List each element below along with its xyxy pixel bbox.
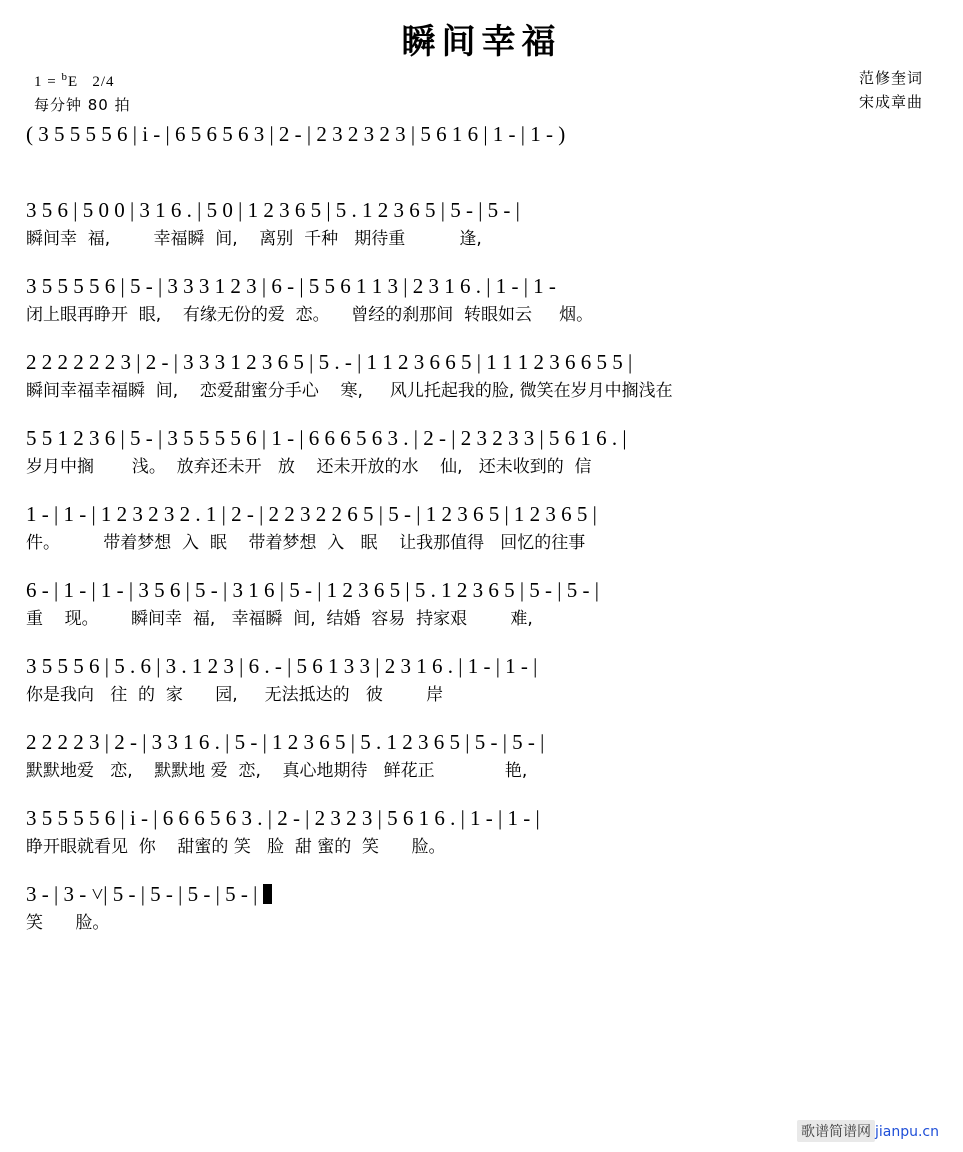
notation-line: 3 - | 3 - ˅| 5 - | 5 - | 5 - | 5 - | [26, 881, 937, 911]
music-system [22, 881, 941, 937]
music-system [22, 577, 941, 633]
music-system [22, 121, 941, 177]
watermark-label: 歌谱简谱网 [797, 1120, 875, 1142]
notation-line: 3 5 5 5 5 6 | 5 - | 3 3 3 1 2 3 | 6 - | 5 5 6 1 1 3 | 2 3 1 6 . | 1 - | 1 - [26, 274, 556, 299]
score-metadata [22, 67, 941, 121]
tempo-marking: 每分钟 80 拍 [34, 96, 131, 115]
music-systems [22, 121, 941, 957]
lyrics-line: 瞬间幸 福, 幸福瞬 间, 离别 千种 期待重 逢, [26, 229, 482, 250]
lyrics-line: 你是我向 往 的 家 园, 无法抵达的 彼 岸 [26, 685, 444, 706]
final-barline [263, 884, 272, 904]
music-system [22, 197, 941, 253]
music-system [22, 349, 941, 405]
lyrics-line: 睁开眼就看见 你 甜蜜的 笑 脸 甜 蜜的 笑 脸。 [26, 837, 446, 858]
notation-line: 2 2 2 2 3 | 2 - | 3 3 1 6 . | 5 - | 1 2 3 6 5 | 5 . 1 2 3 6 5 | 5 - | 5 - | [26, 730, 545, 755]
notation-line: ( 3 5 5 5 5 6 | i - | 6 5 6 5 6 3 | 2 - | 2 3 2 3 2 3 | 5 6 1 6 | 1 - | 1 - ) [26, 122, 566, 147]
notation-line: 5 5 1 2 3 6 | 5 - | 3 5 5 5 5 6 | 1 - | 6 6 6 5 6 3 . | 2 - | 2 3 2 3 3 | 5 6 1 6 . | [26, 426, 627, 451]
lyrics-line: 重 现。 瞬间幸 福, 幸福瞬 间, 结婚 容易 持家艰 难, [26, 609, 533, 630]
notation-line: 2 2 2 2 2 2 3 | 2 - | 3 3 3 1 2 3 6 5 | 5 . - | 1 1 2 3 6 6 5 | 1 1 1 2 3 6 6 5 5 | [26, 350, 633, 375]
system-spacer [22, 713, 941, 729]
music-system [22, 273, 941, 329]
system-spacer [22, 181, 941, 197]
notation-line: 3 5 5 5 5 6 | i - | 6 6 6 5 6 3 . | 2 - | 2 3 2 3 | 5 6 1 6 . | 1 - | 1 - | [26, 806, 540, 831]
flat-symbol: b [61, 71, 68, 84]
system-spacer [22, 409, 941, 425]
watermark [797, 1120, 939, 1142]
lyrics-line: 笑 脸。 [26, 913, 110, 934]
key-and-time-signature [34, 71, 115, 91]
music-system [22, 805, 941, 861]
notation-line: 3 5 6 | 5 0 0 | 3 1 6 . | 5 0 | 1 2 3 6 5 | 5 . 1 2 3 6 5 | 5 - | 5 - | [26, 198, 520, 223]
lyricist-credit: 范修奎词 [858, 69, 923, 88]
system-spacer [22, 561, 941, 577]
page-title: 瞬间幸福 [401, 22, 562, 62]
music-system [22, 501, 941, 557]
music-system [22, 653, 941, 709]
system-spacer [22, 637, 941, 653]
system-spacer [22, 257, 941, 273]
system-spacer [22, 333, 941, 349]
system-spacer [22, 789, 941, 805]
credits [859, 67, 923, 114]
key-prefix: 1 = [34, 74, 62, 91]
music-system [22, 729, 941, 785]
lyrics-line: 瞬间幸福幸福瞬 间, 恋爱甜蜜分手心 寒, 风儿托起我的脸, 微笑在岁月中搁浅在 [26, 381, 673, 402]
notation-line: 3 5 5 5 6 | 5 . 6 | 3 . 1 2 3 | 6 . - | 5 6 1 3 3 | 2 3 1 6 . | 1 - | 1 - | [26, 654, 538, 679]
composer-credit: 宋成章曲 [858, 92, 923, 111]
system-spacer [22, 485, 941, 501]
system-spacer [22, 941, 941, 957]
lyrics-line [26, 151, 937, 177]
time-signature: 2/4 [92, 74, 115, 91]
lyrics-line: 闭上眼再睁开 眼, 有缘无份的爱 恋。 曾经的刹那间 转眼如云 烟。 [26, 305, 594, 326]
lyrics-line: 岁月中搁 浅。 放弃还未开 放 还未开放的水 仙, 还未收到的 信 [26, 457, 592, 478]
watermark-site: jianpu.cn [874, 1124, 939, 1140]
key-letter: E [67, 74, 79, 91]
system-spacer [22, 865, 941, 881]
lyrics-line: 默默地爱 恋, 默默地 爱 恋, 真心地期待 鲜花正 艳, [26, 761, 528, 782]
music-system [22, 425, 941, 481]
notation-line: 1 - | 1 - | 1 2 3 2 3 2 . 1 | 2 - | 2 2 3 2 2 6 5 | 5 - | 1 2 3 6 5 | 1 2 3 6 5 | [26, 502, 597, 527]
lyrics-line: 件。 带着梦想 入 眠 带着梦想 入 眠 让我那值得 回忆的往事 [26, 533, 586, 554]
notation-line: 6 - | 1 - | 1 - | 3 5 6 | 5 - | 3 1 6 | 5 - | 1 2 3 6 5 | 5 . 1 2 3 6 5 | 5 - | 5 - | [26, 578, 599, 603]
